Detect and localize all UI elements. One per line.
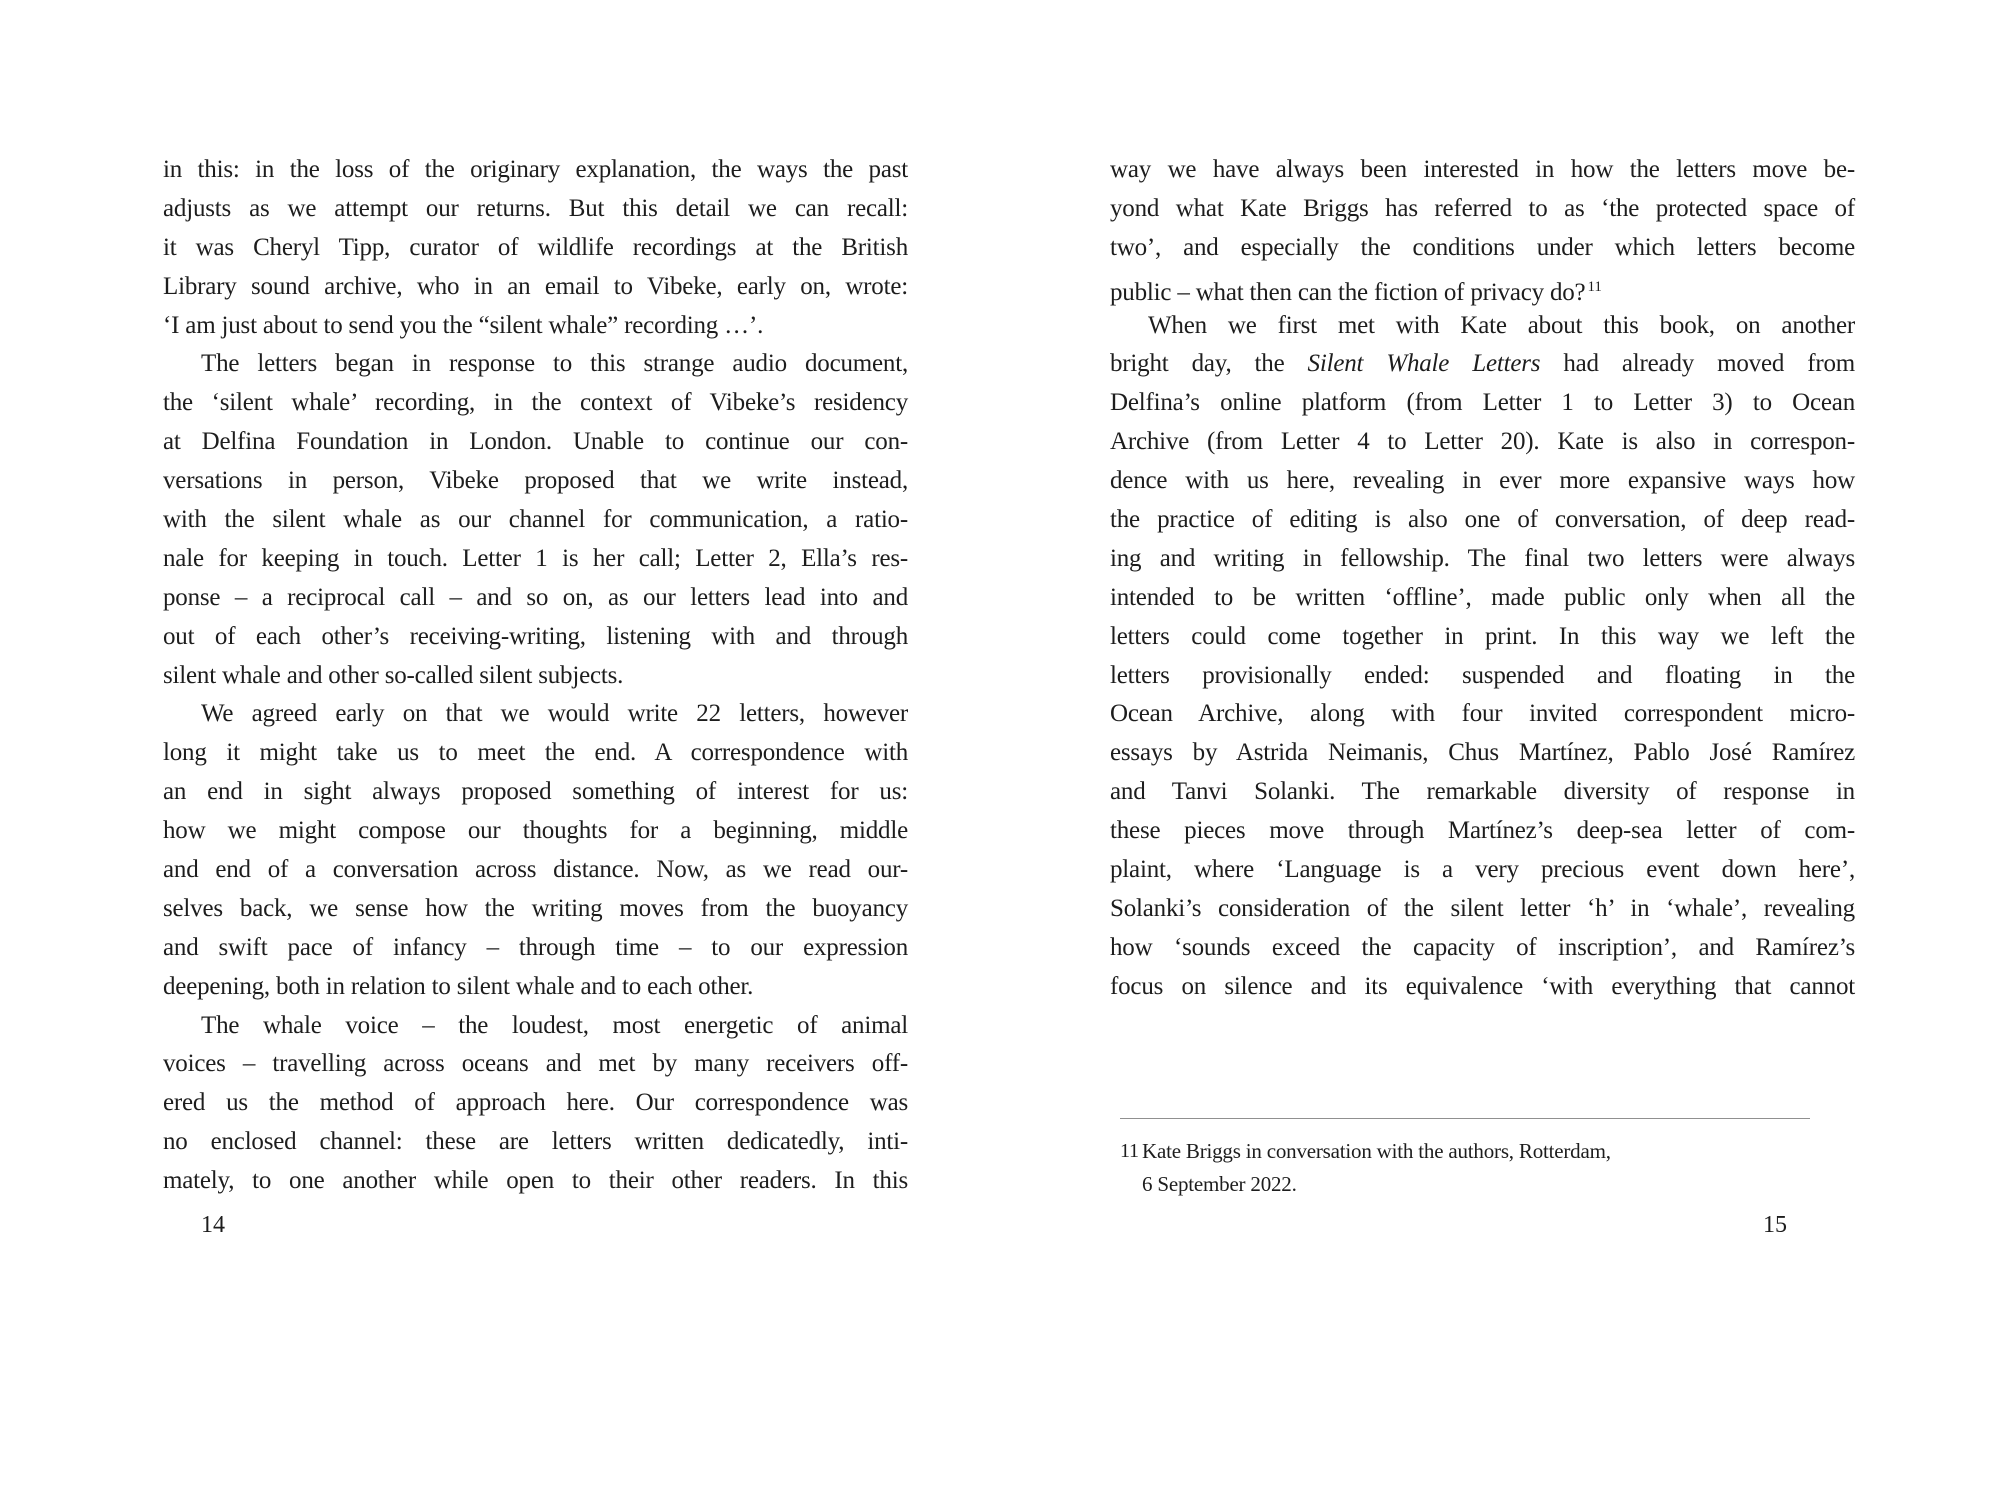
text-segment: with the silent whale as our channel for communication, a ratio- xyxy=(163,506,908,534)
text-line xyxy=(163,501,908,540)
text-line xyxy=(163,1162,908,1201)
text-line xyxy=(163,462,908,501)
text-line xyxy=(1110,618,1855,657)
text-segment: Archive (from Letter 4 to Letter 20). Kate is also in correspon- xyxy=(1110,428,1855,456)
text-segment: how ‘sounds exceed the capacity of inscription’, and Ramírez’s xyxy=(1110,933,1855,961)
text-segment: these pieces move through Martínez’s deep-sea letter of com- xyxy=(1110,817,1855,845)
footnote-text xyxy=(1142,1135,1820,1201)
text-segment: it was Cheryl Tipp, curator of wildlife recordings at the British xyxy=(163,233,908,261)
text-line xyxy=(1110,268,1855,307)
text-line xyxy=(163,307,908,346)
text-line xyxy=(1110,151,1855,190)
text-segment: yond what Kate Briggs has referred to as ‘the protected space of xyxy=(1110,194,1855,222)
text-segment: Library sound archive, who in an email to Vibeke, early on, wrote: xyxy=(163,272,908,300)
text-segment: essays by Astrida Neimanis, Chus Martínez, Pablo José Ramírez xyxy=(1110,739,1855,767)
text-line xyxy=(163,384,908,423)
text-line xyxy=(163,151,908,190)
text-segment: public – what then can the fiction of privacy do? xyxy=(1110,278,1586,306)
page-number-right: 15 xyxy=(1763,1212,1787,1238)
text-line xyxy=(163,773,908,812)
text-segment: deepening, both in relation to silent whale and to each other. xyxy=(163,972,754,1000)
text-line xyxy=(1110,384,1855,423)
text-line xyxy=(163,190,908,229)
text-line xyxy=(163,695,908,734)
paragraph xyxy=(163,345,908,695)
text-line xyxy=(163,1045,908,1084)
footnote-marker: 11 xyxy=(1120,1140,1139,1162)
text-line xyxy=(163,345,908,384)
text-segment: out of each other’s receiving-writing, listening with and through xyxy=(163,622,908,650)
text-segment: in this: in the loss of the originary explanation, the ways the past xyxy=(163,156,908,183)
text-line xyxy=(1110,968,1855,1007)
paragraph xyxy=(163,151,908,345)
text-line xyxy=(163,1084,908,1123)
text-segment: bright day, the xyxy=(1110,350,1308,378)
right-page-body-text xyxy=(1110,151,1855,1007)
paragraph xyxy=(1110,307,1855,1007)
left-page-body-text xyxy=(163,151,908,1201)
text-line xyxy=(163,540,908,579)
text-segment: adjusts as we attempt our returns. But this detail we can recall: xyxy=(163,194,908,222)
text-line xyxy=(1110,501,1855,540)
text-line xyxy=(163,229,908,268)
text-segment: no enclosed channel: these are letters written dedicatedly, inti- xyxy=(163,1128,908,1156)
text-segment: and swift pace of infancy – through time – to our expression xyxy=(163,933,908,961)
text-segment: focus on silence and its equivalence ‘with everything that cannot xyxy=(1110,972,1855,1000)
text-segment: plaint, where ‘Language is a very precious event down here’, xyxy=(1110,856,1855,884)
text-line xyxy=(1110,462,1855,501)
text-segment: voices – travelling across oceans and met by many receivers off- xyxy=(163,1050,908,1078)
text-segment: silent whale and other so-called silent subjects. xyxy=(163,661,624,689)
paragraph xyxy=(1110,151,1855,307)
text-line xyxy=(163,1007,908,1046)
text-line xyxy=(163,929,908,968)
text-segment: letters could come together in print. In this way we left the xyxy=(1110,622,1855,650)
text-segment: way we have always been interested in how the letters move be- xyxy=(1110,156,1855,183)
footnote-line: Kate Briggs in conversation with the authors, Rotterdam, xyxy=(1142,1139,1611,1163)
footnote-divider xyxy=(1120,1118,1810,1119)
text-line xyxy=(163,268,908,307)
text-line xyxy=(163,579,908,618)
text-segment: Ocean Archive, along with four invited correspondent micro- xyxy=(1110,700,1855,728)
text-segment: two’, and especially the conditions under which letters become xyxy=(1110,233,1855,261)
left-page xyxy=(163,151,908,1441)
text-segment: an end in sight always proposed something of interest for us: xyxy=(163,778,908,806)
footnote-line: 6 September 2022. xyxy=(1142,1172,1297,1196)
text-line xyxy=(1110,345,1855,384)
text-segment: mately, to one another while open to their other readers. In this xyxy=(163,1167,908,1195)
text-segment: ‘I am just about to send you the “silent whale” recording …’. xyxy=(163,311,764,339)
text-line xyxy=(1110,657,1855,696)
text-segment: The whale voice – the loudest, most energetic of animal xyxy=(201,1011,908,1039)
text-segment: selves back, we sense how the writing moves from the buoyancy xyxy=(163,894,908,922)
text-line xyxy=(1110,890,1855,929)
text-line xyxy=(163,734,908,773)
text-line xyxy=(1110,229,1855,268)
page-number-left: 14 xyxy=(201,1212,225,1238)
text-line xyxy=(1110,423,1855,462)
text-segment: and Tanvi Solanki. The remarkable diversity of response in xyxy=(1110,778,1855,806)
text-segment: how we might compose our thoughts for a beginning, middle xyxy=(163,817,908,845)
text-line xyxy=(1110,929,1855,968)
text-line xyxy=(1110,851,1855,890)
text-segment: had already moved from xyxy=(1540,350,1855,378)
text-line xyxy=(163,657,908,696)
text-line xyxy=(1110,812,1855,851)
text-segment: long it might take us to meet the end. A correspondence with xyxy=(163,739,908,767)
text-line xyxy=(163,1123,908,1162)
text-line xyxy=(1110,695,1855,734)
text-segment: versations in person, Vibeke proposed that we write instead, xyxy=(163,467,908,495)
text-segment: ing and writing in fellowship. The final two letters were always xyxy=(1110,544,1855,572)
text-line xyxy=(1110,307,1855,346)
text-line xyxy=(163,812,908,851)
text-segment: ponse – a reciprocal call – and so on, as our letters lead into and xyxy=(163,583,908,611)
paragraph xyxy=(163,1007,908,1201)
text-segment: at Delfina Foundation in London. Unable to continue our con- xyxy=(163,428,908,456)
text-segment: Silent Whale Letters xyxy=(1307,350,1541,378)
text-line xyxy=(1110,773,1855,812)
text-segment: intended to be written ‘offline’, made public only when all the xyxy=(1110,583,1855,611)
text-line xyxy=(163,890,908,929)
footnote xyxy=(1120,1135,1820,1201)
text-line xyxy=(1110,190,1855,229)
text-line xyxy=(163,851,908,890)
text-line xyxy=(1110,540,1855,579)
text-segment: letters provisionally ended: suspended and floating in the xyxy=(1110,661,1855,689)
text-segment: Delfina’s online platform (from Letter 1 to Letter 3) to Ocean xyxy=(1110,389,1855,417)
footnote-reference: 11 xyxy=(1587,278,1602,295)
text-segment: dence with us here, revealing in ever more expansive ways how xyxy=(1110,467,1855,495)
right-page xyxy=(1110,151,1855,1441)
text-segment: We agreed early on that we would write 22 letters, however xyxy=(201,700,908,728)
text-segment: the practice of editing is also one of conversation, of deep read- xyxy=(1110,506,1855,534)
text-segment: The letters began in response to this strange audio document, xyxy=(201,350,908,378)
text-line xyxy=(163,968,908,1007)
text-segment: and end of a conversation across distance. Now, as we read our- xyxy=(163,856,908,884)
text-line xyxy=(163,423,908,462)
paragraph xyxy=(163,695,908,1006)
text-segment: Solanki’s consideration of the silent letter ‘h’ in ‘whale’, revealing xyxy=(1110,894,1855,922)
text-segment: When we first met with Kate about this book, on another xyxy=(1148,311,1855,339)
text-segment: nale for keeping in touch. Letter 1 is her call; Letter 2, Ella’s res- xyxy=(163,544,908,572)
text-line xyxy=(163,618,908,657)
text-segment: ered us the method of approach here. Our correspondence was xyxy=(163,1089,908,1117)
text-segment: the ‘silent whale’ recording, in the context of Vibeke’s residency xyxy=(163,389,908,417)
text-line xyxy=(1110,579,1855,618)
text-line xyxy=(1110,734,1855,773)
